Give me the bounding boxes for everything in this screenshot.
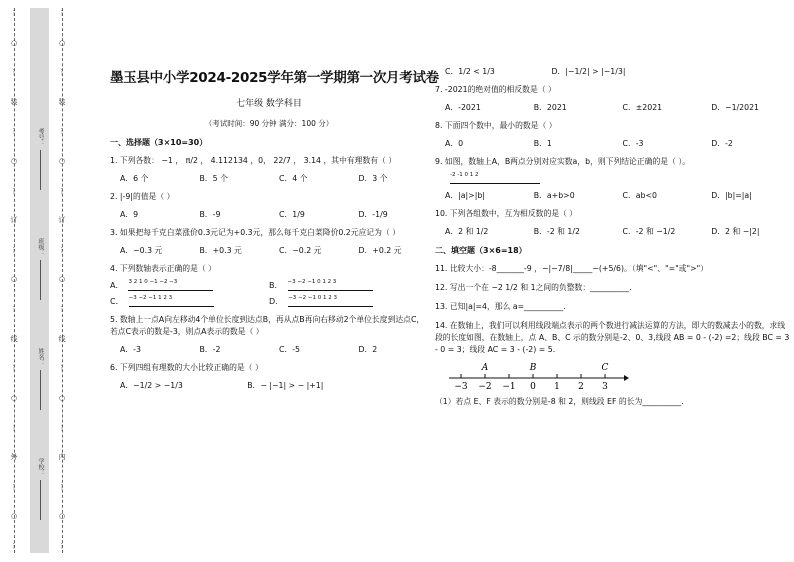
q6-option-d[interactable]: D．|−1/2| > |−1/3| — [551, 67, 626, 76]
question-1-options — [110, 173, 428, 184]
q4-axis-d: −3 −2 −1 0 1 2 3 — [288, 295, 373, 307]
question-14: 14. 在数轴上，我们可以利用线段端点表示的两个数进行减法运算的方法，即大的数减去小的数，求线段的长度如图，在数轴上，点 A、B、C 示的数分别是-2、0、3,线段 AB = 0 - (-2) =2；线段 BC = 3 - 0 = 3；线段 AC = 3 - (-2) = 5. — [435, 321, 790, 354]
q6-option-b[interactable]: B．− |−1| > − |+1| — [247, 381, 324, 390]
exam-meta: （考试时间：90 分钟 满分：100 分） — [204, 119, 334, 128]
dots-outer: ⋮ ○ ⋮ 装 ⋮ ○ ⋮ 订 ⋮ ○ ⋮ 线 ⋮ ○ ⋮ 外 ⋮ ○ ⋮ — [10, 9, 18, 550]
school-field[interactable] — [40, 480, 41, 520]
q4-option-d[interactable]: D． −3 −2 −1 0 1 2 3 — [269, 295, 428, 307]
q14-point-label: C — [601, 363, 609, 373]
q14-tick-label: −3 — [454, 382, 468, 392]
q14-point-label: B — [529, 363, 537, 373]
q1-option-c[interactable]: C．4 个 — [279, 174, 308, 183]
q6-option-c[interactable]: C．1/2 < 1/3 — [445, 67, 495, 76]
q8-option-c[interactable]: C．-3 — [622, 139, 644, 148]
q1-option-a[interactable]: A．6 个 — [120, 174, 149, 183]
question-1: 1. 下列各数： −1 ， π/2 ， 4.112134 ，0， 22/7 ， 3.14 ，其中有理数有（ ） — [110, 156, 397, 165]
question-6-options-cont — [435, 66, 790, 77]
question-4-row-1 — [110, 279, 428, 291]
q4-axis-c: −3 −2 −1 1 2 3 — [129, 295, 214, 307]
q2-option-b[interactable]: B．-9 — [199, 210, 221, 219]
q3-option-a[interactable]: A．−0.3 元 — [120, 246, 163, 255]
question-3: 3. 如果把每千克白菜涨价0.3元记为+0.3元，那么每千克白菜降价0.2元应记为（ ） — [110, 228, 401, 237]
question-7-options — [435, 102, 790, 113]
name-label: 姓名： — [37, 348, 44, 366]
q14-axis-arrow — [624, 375, 629, 381]
question-10-options — [435, 226, 790, 237]
section-choice-heading: 一、选择题（3×10=30） — [110, 138, 208, 147]
q5-option-d[interactable]: D．2 — [358, 345, 378, 354]
question-9: 9. 如图，数轴上A，B两点分别对应实数a，b，则下列结论正确的是（ ）。 — [435, 157, 691, 166]
question-6-options — [110, 380, 428, 391]
q10-option-a[interactable]: A．2 和 1/2 — [445, 227, 489, 236]
question-2-options — [110, 209, 428, 220]
q14-tick-label: 2 — [578, 382, 584, 392]
q4-axis-b: −3 −2 −1 0 1 2 3 — [288, 279, 373, 291]
exam-number-label: 考号： — [37, 128, 44, 146]
q4-option-b[interactable]: B． −3 −2 −1 0 1 2 3 — [269, 279, 428, 291]
question-6: 6. 下列四组有理数的大小比较正确的是（ ） — [110, 363, 263, 372]
q14-tick-label: 0 — [530, 382, 536, 392]
question-11[interactable]: 11. 比较大小：-8_______-9 ，−|−7/8|_____−(+5/6)。（填"<"、"="或">"） — [435, 264, 709, 273]
q10-option-d[interactable]: D．2 和 −|2| — [711, 227, 760, 236]
q4-axis-a: 3 2 1 0 −1 −2 −3 — [128, 279, 213, 291]
page-title: 墨玉县中小学2024-2025学年第一学期第一次月考试卷 — [110, 70, 439, 86]
q3-option-c[interactable]: C．−0.2 元 — [279, 246, 322, 255]
name-field[interactable] — [40, 370, 41, 410]
q5-option-c[interactable]: C．-5 — [279, 345, 301, 354]
page-subtitle: 七年级 数学科目 — [236, 99, 302, 109]
q5-option-a[interactable]: A．-3 — [120, 345, 141, 354]
q9-option-d[interactable]: D．|b|=|a| — [711, 191, 752, 200]
q1-option-b[interactable]: B．5 个 — [199, 174, 228, 183]
q5-option-b[interactable]: B．-2 — [199, 345, 221, 354]
q8-option-a[interactable]: A．0 — [445, 139, 464, 148]
q8-option-b[interactable]: B．1 — [533, 139, 552, 148]
class-label: 班级： — [37, 238, 44, 256]
q9-option-b[interactable]: B．a+b>0 — [533, 191, 575, 200]
q14-number-line — [449, 360, 629, 394]
question-5: 5. 数轴上一点A向左移动4个单位长度到达点B，再从点B再向右移动2个单位长度到达点C，若点C表示的数是-3，则点A表示的数是（ ） — [110, 315, 425, 336]
school-label: 学校： — [37, 458, 44, 476]
question-2: 2. |-9|的值是（ ） — [110, 192, 175, 201]
q4-option-a[interactable]: A． 3 2 1 0 −1 −2 −3 — [110, 279, 269, 291]
q7-option-d[interactable]: D．−1/2021 — [711, 103, 760, 112]
question-9-options — [435, 190, 790, 201]
q2-option-d[interactable]: D．-1/9 — [358, 210, 388, 219]
left-column — [110, 60, 439, 391]
q9-figure — [445, 172, 790, 184]
question-8: 8. 下面四个数中，最小的数是（ ） — [435, 121, 557, 130]
q14-tick-label: −1 — [502, 382, 516, 392]
question-5-options — [110, 344, 428, 355]
question-3-options — [110, 245, 428, 256]
question-10: 10. 下列各组数中，互为相反数的是（ ） — [435, 209, 578, 218]
question-12[interactable]: 12. 写出一个在 −2 1/2 和 1之间的负整数：__________. — [435, 283, 632, 292]
class-field[interactable] — [40, 260, 41, 300]
q4-option-c[interactable]: C． −3 −2 −1 1 2 3 — [110, 295, 269, 307]
q10-option-b[interactable]: B．-2 和 1/2 — [533, 227, 580, 236]
q6-option-a[interactable]: A．−1/2 > −1/3 — [120, 381, 183, 390]
q14-point-label: A — [481, 363, 489, 373]
binding-strip — [0, 0, 80, 562]
right-column — [435, 60, 790, 408]
question-4-row-2 — [110, 295, 428, 307]
exam-number-field[interactable] — [40, 150, 41, 190]
section-fill-heading: 二、填空题（3×6=18） — [435, 246, 527, 255]
q9-option-a[interactable]: A．|a|>|b| — [445, 191, 485, 200]
q10-option-c[interactable]: C．-2 和 −1/2 — [622, 227, 676, 236]
q2-option-c[interactable]: C．1/9 — [279, 210, 305, 219]
q8-option-d[interactable]: D．-2 — [711, 139, 733, 148]
q3-option-b[interactable]: B．+0.3 元 — [199, 246, 242, 255]
q14-tick-label: 3 — [602, 382, 608, 392]
question-14-sub-1[interactable]: （1）若点 E、F 表示的数分别是-8 和 2，则线段 EF 的长为__________. — [435, 397, 684, 406]
q9-axis: -2 -1 0 1 2 — [450, 172, 540, 184]
question-13[interactable]: 13. 已知|a|=4，那么 a=__________. — [435, 302, 566, 311]
q2-option-a[interactable]: A．9 — [120, 210, 139, 219]
q3-option-d[interactable]: D．+0.2 元 — [358, 246, 402, 255]
q1-option-d[interactable]: D．3 个 — [358, 174, 388, 183]
q7-option-c[interactable]: C．±2021 — [622, 103, 663, 112]
q9-option-c[interactable]: C．ab<0 — [622, 191, 657, 200]
q7-option-b[interactable]: B．2021 — [533, 103, 567, 112]
question-4: 4. 下列数轴表示正确的是（ ） — [110, 264, 216, 273]
q7-option-a[interactable]: A．-2021 — [445, 103, 481, 112]
q14-tick-label: −2 — [478, 382, 492, 392]
question-8-options — [435, 138, 790, 149]
question-7: 7. -2021的绝对值的相反数是（ ） — [435, 85, 556, 94]
dots-inner: ⋮ ○ ⋮ 装 ⋮ ○ ⋮ 订 ⋮ ○ ⋮ 线 ⋮ ○ ⋮ 内 ⋮ ○ ⋮ — [58, 9, 66, 550]
q14-tick-label: 1 — [554, 382, 560, 392]
